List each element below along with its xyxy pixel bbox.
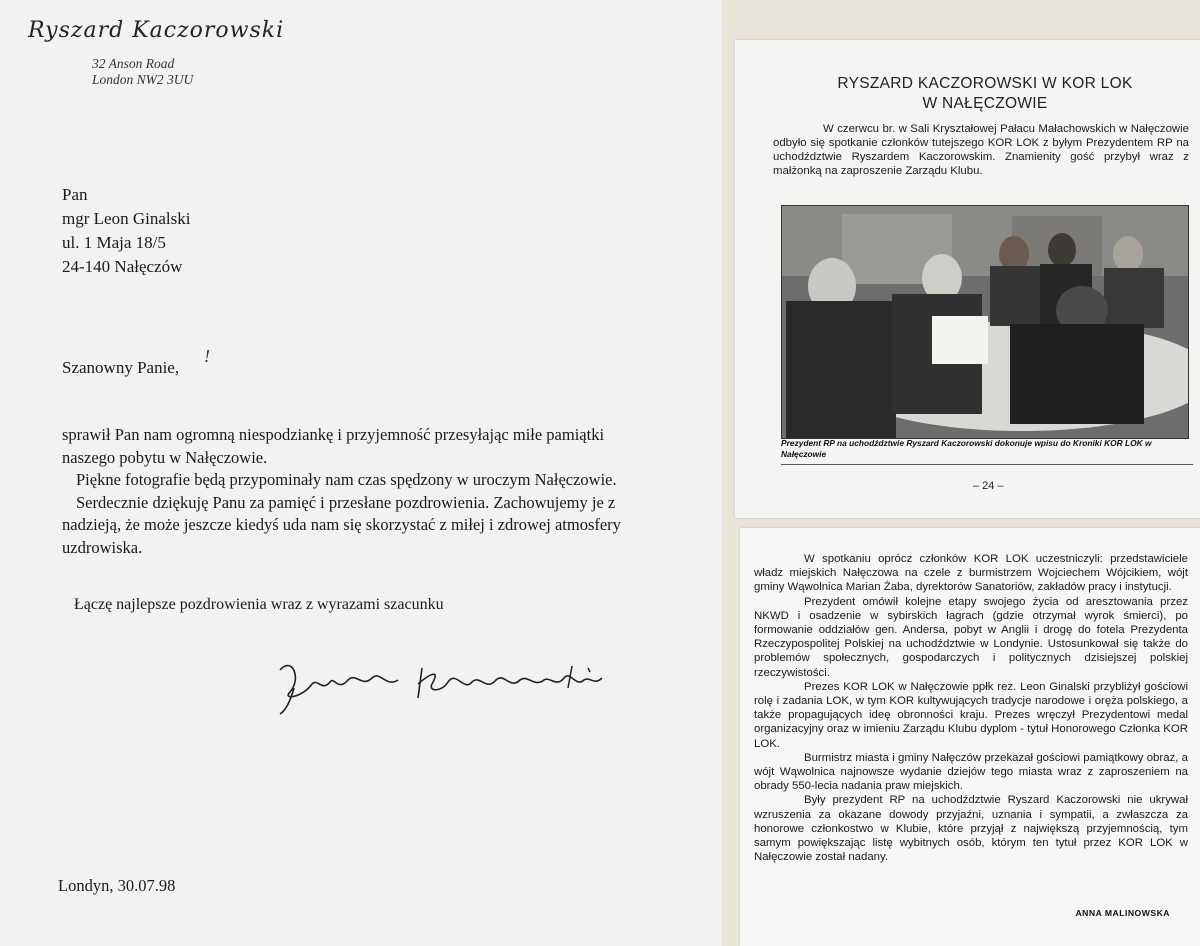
recipient-line: mgr Leon Ginalski: [62, 209, 191, 228]
handwritten-mark: !: [204, 346, 210, 366]
newspaper-clipping-bottom: [740, 528, 1200, 946]
article-paragraph: Burmistrz miasta i gminy Nałęczów przekazał gościowi pamiątkowy obraz, a wójt Wąwolnica najnowsze wydanie dziejów tego miasta wraz z zaproszeniem na obrady 550-lecia nadania praw miejskich.: [754, 751, 1188, 793]
article-photo: [781, 205, 1189, 439]
article-paragraph: Były prezydent RP na uchodźdztwie Ryszard Kaczorowski nie ukrywał wzruszenia za okazane dowody przyjaźni, uznania i sympatii, a zwłaszcza za honorowe członkostwo w Klubie, które przyjął z największą przyjemnością, tym samym powiększając listę wybitnych osób, którym ten tytuł przez KOR LOK w Nałęczowie został nadany.: [754, 794, 1188, 864]
photo-caption: Prezydent RP na uchodźdztwie Ryszard Kaczorowski dokonuje wpisu do Kroniki KOR LOK w Nałęczowie: [781, 438, 1152, 459]
sender-address: [92, 56, 193, 88]
recipient-line: Pan: [62, 185, 88, 204]
closing-line: Łączę najlepsze pozdrowienia wraz z wyrazami szacunku: [74, 596, 444, 613]
handwritten-signature: [272, 648, 622, 723]
article-author: ANNA MALINOWSKA: [1075, 908, 1170, 918]
article-title-line: W NAŁĘCZOWIE: [922, 95, 1048, 112]
salutation: Szanowny Panie,: [62, 358, 180, 377]
recipient-block: [62, 183, 190, 279]
recipient-line: 24-140 Nałęczów: [62, 257, 183, 276]
article-body: [754, 552, 1188, 864]
letter-paragraph: sprawił Pan nam ogromną niespodziankę i przyjemność przesyłając miłe pamiątki naszego pobytu w Nałęczowie.: [62, 425, 605, 467]
sender-address-line: 32 Anson Road: [92, 56, 175, 71]
letter-paragraph: Piękne fotografie będą przypominały nam czas spędzony w uroczym Nałęczowie.: [76, 470, 617, 489]
article-paragraph: W spotkaniu oprócz członków KOR LOK uczestniczyli: przedstawiciele władz miejskich Nałęczowa na czele z burmistrzem Wojciechem Wójcikiem, wójt gminy Wąwolnica Marian Żaba, dyrektorów Sanatoriów, zakładów pracy i instytucji.: [754, 553, 1188, 594]
page-number: – 24 –: [973, 480, 1004, 492]
article-paragraph: Prezes KOR LOK w Nałęczowie ppłk rez. Leon Ginalski przybliżył gościowi rolę i zadania LOK, w tym KOR kultywujących tradycje narodowe i oręża polskiego, a także propagujących ideę obronności kraju. Prezes wręczył Prezydentowi medal organizacyjny oraz w imieniu Zarządu Klubu dyplom - tytuł Honorowego Członka KOR LOK.: [754, 680, 1188, 750]
newspaper-clipping-top: [735, 40, 1200, 518]
article-title-line: RYSZARD KACZOROWSKI W KOR LOK: [837, 75, 1133, 92]
divider: [781, 464, 1193, 465]
article-paragraph: Prezydent omówił kolejne etapy swojego życia od aresztowania przez NKWD i osadzenie w sybirskich łagrach (gdzie otrzymał wyrok śmierci), po formowanie oddziałów gen. Andersa, pobyt w Anglii i drogę do fotela Prezydenta Rzeczypospolitej Polskiej na uchodźdztwie w Londynie. Ustosunkował się także do problemów społecznych, gospodarczych i politycznych dzisiejszej polskiej rzeczywistości.: [754, 595, 1188, 679]
letter-paragraph: Serdecznie dziękuję Panu za pamięć i przesłane pozdrowienia. Zachowujemy je z nadzieją, że może jeszcze kiedyś uda nam się skorzystać z miłej i zdrowej atmosfery uzdrowiska.: [62, 492, 621, 557]
place-date: Londyn, 30.07.98: [58, 876, 176, 895]
letter-body: [62, 424, 622, 559]
article-intro: [773, 122, 1189, 178]
article-title: [775, 74, 1195, 114]
recipient-line: ul. 1 Maja 18/5: [62, 233, 166, 252]
letterhead-name: Ryszard Kaczorowski: [28, 18, 285, 43]
article-intro-text: W czerwcu br. w Sali Kryształowej Pałacu Małachowskich w Nałęczowie odbyło się spotkanie członków tutejszego KOR LOK z byłym Prezydentem RP na uchodźdztwie Ryszardem Kaczorowskim. Znamienity gość przybył wraz z małżonką na zaproszenie Zarządu Klubu.: [773, 123, 1189, 177]
sender-address-line: London NW2 3UU: [92, 72, 194, 87]
